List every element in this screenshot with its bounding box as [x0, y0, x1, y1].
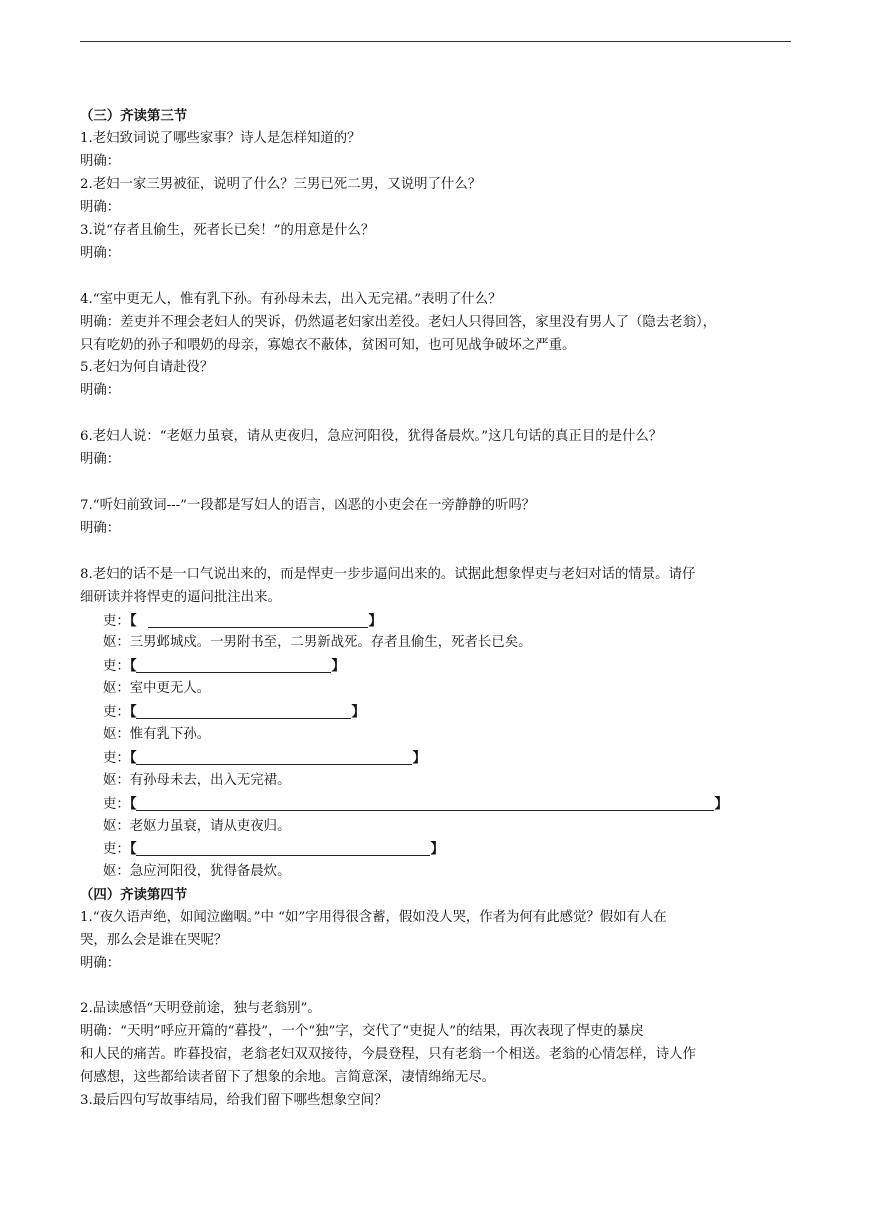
- sec4-answer-1-label: 明确：: [80, 956, 121, 971]
- dialogue-yu-3: 妪：惟有乳下孙。: [103, 727, 211, 742]
- dialogue-yu-5: 妪：老妪力虽衰，请从吏夜归。: [103, 819, 291, 834]
- answer-7-label: 明确：: [80, 521, 121, 536]
- question-5: 5.老妇为何自请赴役？: [80, 360, 214, 375]
- left-bracket: 【: [129, 796, 137, 812]
- question-4: 4.“室中更无人，惟有乳下孙。有孙母未去，出入无完裙。”表明了什么？: [80, 292, 502, 307]
- answer-5-label: 明确：: [80, 383, 121, 398]
- sec4-question-3: 3.最后四句写故事结局，给我们留下哪些想象空间？: [80, 1093, 388, 1108]
- sec4-question-1-line-1: 1.“夜久语声绝，如闻泣幽咽。”中 “如”字用得很含蓄，假如没人哭，作者为何有此感觉？假如有人在: [80, 910, 667, 925]
- li-label: 吏：: [103, 797, 130, 812]
- question-3: 3.说“存者且偷生，死者长已矣！”的用意是什么？: [80, 223, 375, 238]
- right-bracket: 】: [368, 613, 382, 629]
- section-4-heading: （四）齐读第四节: [80, 887, 188, 903]
- section-3-heading: （三）齐读第三节: [80, 108, 188, 124]
- answer-1-label: 明确：: [80, 154, 121, 169]
- question-7: 7.“听妇前致词---”一段都是写妇人的语言，凶恶的小吏会在一旁静静的听吗？: [80, 498, 536, 513]
- left-bracket: 【: [129, 658, 137, 674]
- sec4-answer-2-line-1: 明确：“天明”呼应开篇的“暮投”，一个“独”字，交代了“吏捉人”的结果，再次表现了悍吏的暴戾: [80, 1024, 644, 1039]
- li-label: 吏：: [103, 659, 130, 674]
- header-rule: [80, 41, 791, 42]
- fill-blank-1[interactable]: [148, 614, 368, 628]
- dialogue-yu-1: 妪：三男邺城戍。一男附书至，二男新战死。存者且偷生，死者长已矣。: [103, 635, 532, 650]
- sec4-question-1-line-2: 哭，那么会是谁在哭呢？: [80, 933, 228, 948]
- dialogue-li-1: [103, 612, 382, 631]
- left-bracket: 【: [129, 841, 137, 857]
- dialogue-yu-2: 妪：室中更无人。: [103, 681, 211, 696]
- fill-blank-6[interactable]: [136, 842, 430, 856]
- answer-6-label: 明确：: [80, 452, 121, 467]
- right-bracket: 】: [331, 658, 345, 674]
- sec4-question-2: 2.品读感悟“天明登前途，独与老翁别”。: [80, 1001, 321, 1016]
- dialogue-yu-4: 妪：有孙母未去，出入无完裙。: [103, 773, 291, 788]
- dialogue-li-4: [103, 749, 426, 768]
- right-bracket: 】: [351, 704, 365, 720]
- dialogue-li-3: [103, 703, 365, 722]
- answer-4-line-1: 明确：差吏并不理会老妇人的哭诉，仍然逼老妇家出差役。老妇人只得回答，家里没有男人了（隐去老翁），: [80, 315, 717, 330]
- li-label: 吏：: [103, 842, 130, 857]
- left-bracket: 【: [129, 750, 137, 766]
- question-1: 1.老妇致词说了哪些家事？诗人是怎样知道的？: [80, 131, 361, 146]
- sec4-answer-2-line-3: 何感想，这些都给读者留下了想象的余地。言简意深，凄情绵绵无尽。: [80, 1070, 496, 1085]
- fill-blank-4[interactable]: [136, 751, 412, 765]
- li-label: 吏：: [103, 614, 130, 629]
- question-8-line-1: 8.老妇的话不是一口气说出来的，而是悍吏一步步逼问出来的。试据此想象悍吏与老妇对话的情景。请仔: [80, 567, 696, 582]
- dialogue-li-5: [103, 795, 728, 814]
- question-2: 2.老妇一家三男被征，说明了什么？三男已死二男，又说明了什么？: [80, 177, 482, 192]
- sec4-answer-2-line-2: 和人民的痛苦。昨暮投宿，老翁老妇双双接待，今晨登程，只有老翁一个相送。老翁的心情怎样，诗人作: [80, 1047, 696, 1062]
- answer-4-line-2: 只有吃奶的孙子和喂奶的母亲，寡媳衣不蔽体，贫困可知，也可见战争破坏之严重。: [80, 338, 576, 353]
- left-bracket: 【: [129, 704, 137, 720]
- li-label: 吏：: [103, 705, 130, 720]
- li-label: 吏：: [103, 751, 130, 766]
- dialogue-li-2: [103, 657, 345, 676]
- fill-blank-5[interactable]: [136, 797, 714, 811]
- answer-3-label: 明确：: [80, 246, 121, 261]
- answer-2-label: 明确：: [80, 200, 121, 215]
- question-6: 6.老妇人说：“老妪力虽衰，请从吏夜归，急应河阳役，犹得备晨炊。”这几句话的真正目的是什么？: [80, 429, 663, 444]
- fill-blank-3[interactable]: [136, 705, 351, 719]
- fill-blank-2[interactable]: [136, 659, 331, 673]
- left-bracket: 【: [129, 613, 137, 629]
- dialogue-li-6: [103, 840, 444, 859]
- right-bracket: 】: [412, 750, 426, 766]
- question-8-line-2: 细研读并将悍吏的逼问批注出来。: [80, 590, 281, 605]
- right-bracket: 】: [430, 841, 444, 857]
- right-bracket: 】: [714, 796, 728, 812]
- dialogue-yu-6: 妪：急应河阳役，犹得备晨炊。: [103, 864, 291, 879]
